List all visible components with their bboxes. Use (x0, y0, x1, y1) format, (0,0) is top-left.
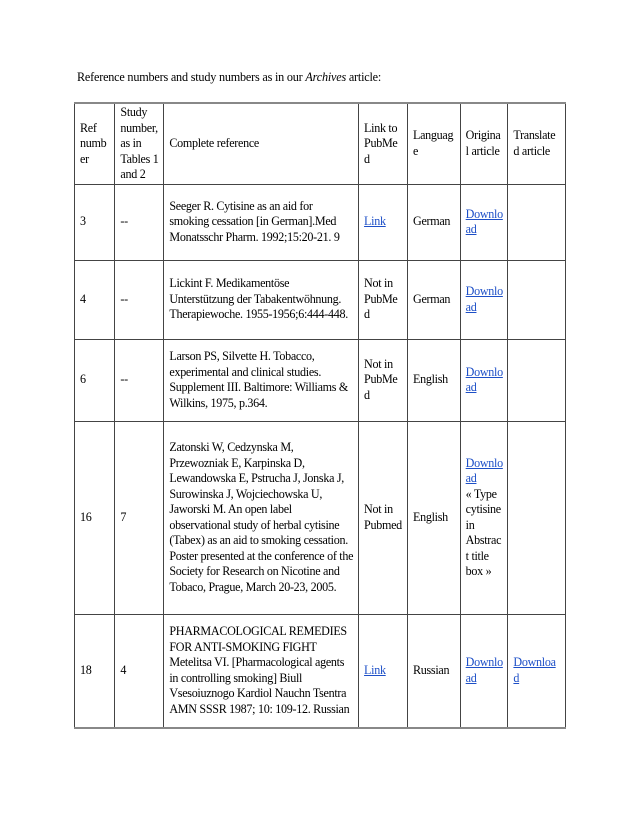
translated-download-link[interactable]: Download (513, 655, 556, 685)
cell-ref: 16 (75, 421, 115, 614)
cell-study: 4 (115, 614, 164, 728)
cell-translated (508, 339, 566, 421)
pubmed-link[interactable]: Link (364, 663, 386, 677)
cell-original (460, 260, 508, 339)
cell-translated (508, 184, 566, 260)
pubmed-link[interactable]: Link (364, 214, 386, 229)
header-original-article: Original article (460, 103, 508, 184)
cell-pubmed (359, 184, 408, 260)
cell-ref: 3 (75, 184, 115, 260)
cell-language: English (408, 421, 461, 614)
reference-table (74, 102, 566, 729)
table-row (75, 614, 566, 728)
cell-language: English (408, 339, 461, 421)
cell-study: 7 (115, 421, 164, 614)
cell-translated (508, 421, 566, 614)
header-translated-article: Translated article (508, 103, 566, 184)
cell-pubmed: Not in PubMed (359, 260, 408, 339)
cell-language: Russian (408, 614, 461, 728)
header-complete-reference: Complete reference (164, 103, 359, 184)
table-row (75, 260, 566, 339)
intro-text (77, 70, 381, 85)
table-row (75, 421, 566, 614)
cell-original (460, 421, 508, 614)
header-link-to-pubmed: Link to PubMed (359, 103, 408, 184)
table-row (75, 339, 566, 421)
cell-complete-reference: Larson PS, Silvette H. Tobacco, experimental and clinical studies. Supplement III. Baltimore: Williams & Wilkins, 1975, p.364. (164, 339, 359, 421)
intro-prefix: Reference numbers and study numbers as in our (77, 70, 306, 84)
header-study-number: Study number, as in Tables 1 and 2 (115, 103, 164, 184)
cell-language: German (408, 260, 461, 339)
table-row (75, 184, 566, 260)
cell-original (460, 184, 508, 260)
cell-complete-reference: PHARMACOLOGICAL REMEDIES FOR ANTI-SMOKING FIGHT Metelitsa VI. [Pharmacological agents in controlling smoking] Biull Vsesoiuznogo Kardiol Nauchn Tsentra AMN SSSR 1987; 10: 109-12. Russian (164, 614, 359, 728)
cell-translated (508, 614, 566, 728)
cell-translated (508, 260, 566, 339)
cell-complete-reference: Lickint F. Medikamentöse Unterstützung der Tabakentwöhnung. Therapiewoche. 1955-1956;6:444-448. (164, 260, 359, 339)
cell-complete-reference: Seeger R. Cytisine as an aid for smoking cessation [in German].Med Monatsschr Pharm. 1992;15:20-21. 9 (164, 184, 359, 260)
intro-suffix: article: (346, 70, 382, 84)
journal-name: Archives (305, 70, 346, 84)
cell-ref: 6 (75, 339, 115, 421)
cell-complete-reference: Zatonski W, Cedzynska M, Przewozniak E, Karpinska D, Lewandowska E, Pstrucha J, Jonska J, Surowinska J, Wojciechowska U, Jaworski M. An open label observational study of herbal cytisine (Tabex) as an aid to smoking cessation. Poster presented at the conference of the Society for Research on Nicotine and Tobaco, Prague, March 20-23, 2005. (164, 421, 359, 614)
original-download-link[interactable]: Download (465, 284, 503, 314)
cell-study: -- (115, 260, 164, 339)
header-language: Language (408, 103, 461, 184)
cell-pubmed: Not in Pubmed (359, 421, 408, 614)
header-ref-number: Ref number (75, 103, 115, 184)
cell-study: -- (115, 184, 164, 260)
cell-pubmed (359, 614, 408, 728)
original-download-link[interactable]: Download (465, 364, 503, 394)
header-row (75, 103, 566, 184)
cell-pubmed: Not in PubMed (359, 339, 408, 421)
cell-ref: 18 (75, 614, 115, 728)
original-download-link[interactable]: Download (465, 455, 503, 485)
original-download-link[interactable]: Download (465, 206, 503, 236)
original-note: « Type cytisine in Abstract title box » (465, 486, 502, 578)
cell-language: German (408, 184, 461, 260)
cell-original (460, 339, 508, 421)
table-body (75, 184, 566, 728)
original-download-link[interactable]: Download (465, 655, 503, 685)
table-header (75, 103, 566, 184)
cell-ref: 4 (75, 260, 115, 339)
cell-original (460, 614, 508, 728)
cell-study: -- (115, 339, 164, 421)
